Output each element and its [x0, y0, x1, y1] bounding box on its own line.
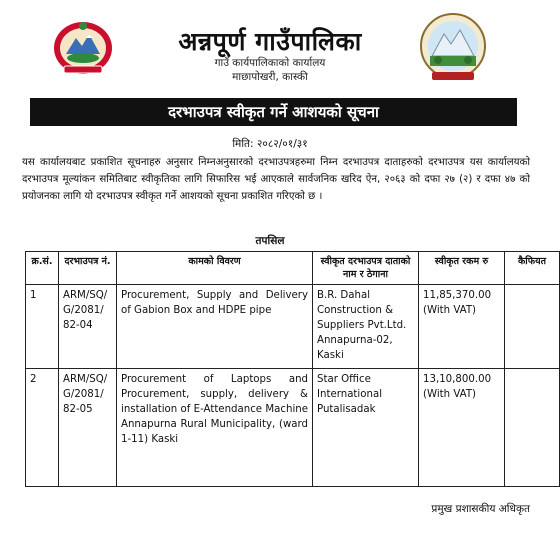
table-row [26, 369, 560, 487]
cell-remarks [505, 369, 560, 487]
header-bid-no: दरभाउपत्र नं. [59, 252, 117, 285]
municipality-logo-icon [418, 12, 488, 84]
table-header-row [26, 252, 560, 285]
office-name: गाउँ कार्यपालिकाको कार्यालय [214, 57, 326, 69]
cell-remarks [505, 285, 560, 369]
notice-banner: दरभाउपत्र स्वीकृत गर्ने आशयको सूचना [30, 98, 517, 126]
header-amount: स्वीकृत रकम रु [419, 252, 505, 285]
header-remarks: कैफियत [505, 252, 560, 285]
cell-bidder: Star Office International Putalisadak [313, 369, 419, 487]
cell-bidder: B.R. Dahal Construction & Suppliers Pvt.Ltd. Annapurna-02, Kaski [313, 285, 419, 369]
notice-date: मिति: २०८२/०१/३१ [232, 138, 308, 150]
cell-bid-no: ARM/SQ/ G/2081/ 82-04 [59, 285, 117, 369]
table-row [26, 285, 560, 369]
signatory-title: प्रमुख प्रशासकीय अधिकृत [431, 503, 530, 515]
header-sn: क्र.सं. [26, 252, 59, 285]
cell-work: Procurement, Supply and Delivery of Gabion Box and HDPE pipe [117, 285, 313, 369]
cell-sn: 2 [26, 369, 59, 487]
cell-amount: 13,10,800.00 (With VAT) [419, 369, 505, 487]
letterhead [0, 0, 540, 90]
schedule-heading: तपसिल [255, 235, 285, 247]
header-work: कामको विवरण [117, 252, 313, 285]
office-location: माछापोखरी, कास्की [232, 71, 308, 83]
header-bidder: स्वीकृत दरभाउपत्र दाताको नाम र ठेगाना [313, 252, 419, 285]
cell-sn: 1 [26, 285, 59, 369]
cell-amount: 11,85,370.00 (With VAT) [419, 285, 505, 369]
cell-bid-no: ARM/SQ/ G/2081/ 82-05 [59, 369, 117, 487]
municipality-title: अन्नपूर्ण गाउँपालिका [178, 27, 362, 56]
cell-work: Procurement of Laptops and Procurement, supply, delivery & installation of E-Attendance Machine Annapurna Rural Municipality, (ward 1-11) Kaski [117, 369, 313, 487]
notice-paragraph: यस कार्यालयबाट प्रकाशित सूचनाहरु अनुसार निम्नअनुसारको दरभाउपत्रहरुमा निम्न दरभाउपत्र दाताहरुको दरभाउपत्र यस कार्यालयको दरभाउपत्र मूल्यांकन समितिबाट स्वीकृतिका लागि सिफारिस भई आएकाले सार्वजनिक खरिद ऐन, २०६३ को दफा २७ (२) र दफा ४७ को प्रयोजनका लागि यो दरभाउपत्र स्वीकृत गर्ने आशयको सूचना प्रकाशित गरिएको छ । [22, 157, 530, 202]
award-table [25, 251, 560, 487]
